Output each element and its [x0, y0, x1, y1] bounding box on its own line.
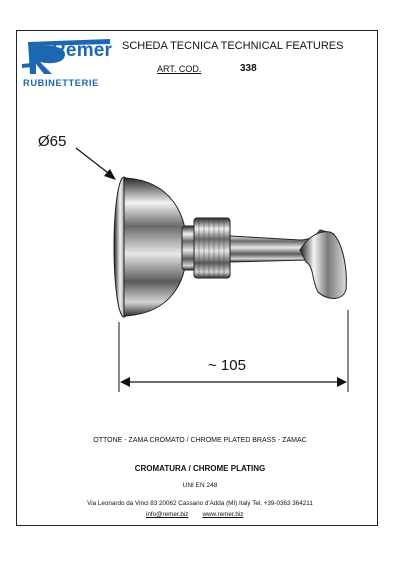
sheet-title: SCHEDA TECNICA TECHNICAL FEATURES — [122, 40, 344, 52]
contact-links — [146, 511, 243, 518]
article-code-label: ART. COD. — [157, 64, 202, 74]
website-link[interactable]: www.remer.biz — [202, 511, 244, 518]
norm-text: UNI EN 248 — [182, 482, 218, 489]
materials-text: OTTONE - ZAMA CROMATO / CHROME PLATED BRASS - ZAMAC — [93, 437, 307, 444]
company-address: Via Leonardo da Vinci 83 20062 Cassano d'Adda (MI) Italy Tel. +39-0363 364211 — [87, 500, 313, 507]
logo-wordmark: Remer — [52, 40, 113, 61]
length-dimension-label: ~ 105 — [208, 357, 246, 374]
email-link[interactable]: info@remer.biz — [146, 511, 189, 518]
shower-holder-body — [114, 177, 346, 317]
diameter-leader-arrow — [76, 148, 116, 180]
plating-text: CROMATURA / CHROME PLATING — [134, 464, 266, 473]
length-dimension-line — [119, 310, 348, 392]
logo-subtitle: RUBINETTERIE — [23, 78, 99, 88]
article-code-value: 338 — [240, 63, 257, 74]
diameter-dimension-label: Ø65 — [38, 133, 67, 150]
